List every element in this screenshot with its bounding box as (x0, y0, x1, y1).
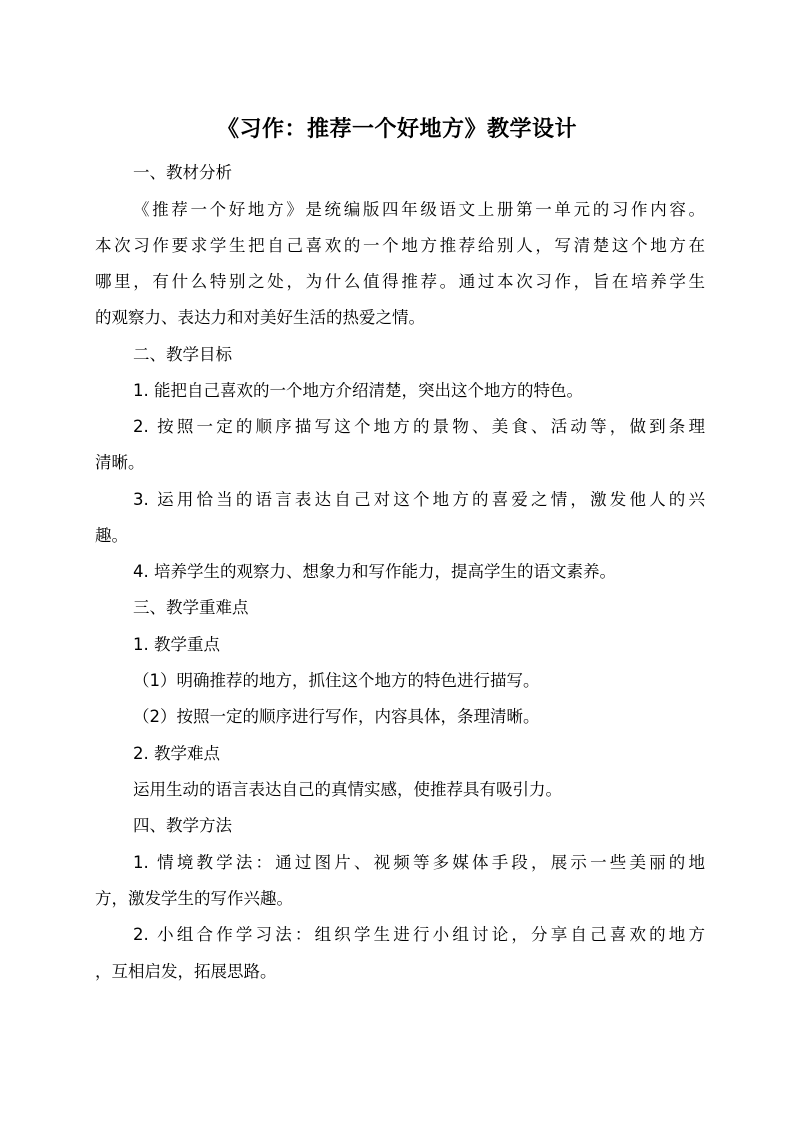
paragraph-line: 本次习作要求学生把自己喜欢的一个地方推荐给别人，写清楚这个地方在 (95, 236, 705, 255)
objective-item: 3. 运用恰当的语言表达自己对这个地方的喜爱之情，激发他人的兴 (133, 490, 705, 509)
paragraph-line: 《推荐一个好地方》是统编版四年级语文上册第一单元的习作内容。 (133, 200, 705, 219)
objective-item: 1. 能把自己喜欢的一个地方介绍清楚，突出这个地方的特色。 (133, 381, 583, 400)
objective-item: 4. 培养学生的观察力、想象力和写作能力，提高学生的语文素养。 (133, 562, 616, 581)
section-heading-methods: 四、教学方法 (133, 816, 232, 835)
objective-item-continuation: 趣。 (95, 526, 128, 545)
method-item-continuation: 方，激发学生的写作兴趣。 (95, 889, 293, 908)
section-heading-key-points: 三、教学重难点 (133, 598, 249, 617)
method-item-continuation: ，互相启发，拓展思路。 (95, 962, 277, 981)
document-title: 《习作：推荐一个好地方》教学设计 (216, 117, 577, 142)
paragraph-line: 的观察力、表达力和对美好生活的热爱之情。 (95, 308, 425, 327)
subsection-heading: 2. 教学难点 (133, 744, 220, 763)
objective-item: 2. 按照一定的顺序描写这个地方的景物、美食、活动等，做到条理 (133, 417, 705, 436)
key-point-item: （1）明确推荐的地方，抓住这个地方的特色进行描写。 (133, 671, 540, 690)
method-item: 1. 情境教学法：通过图片、视频等多媒体手段，展示一些美丽的地 (133, 853, 705, 872)
section-heading-objectives: 二、教学目标 (133, 345, 232, 364)
section-heading-materials: 一、教材分析 (133, 163, 232, 182)
difficulty-item: 运用生动的语言表达自己的真情实感，使推荐具有吸引力。 (133, 780, 562, 799)
objective-item-continuation: 清晰。 (95, 453, 145, 472)
subsection-heading: 1. 教学重点 (133, 635, 220, 654)
paragraph-line: 哪里，有什么特别之处，为什么值得推荐。通过本次习作，旨在培养学生 (95, 272, 705, 291)
key-point-item: （2）按照一定的顺序进行写作，内容具体，条理清晰。 (133, 707, 540, 726)
method-item: 2. 小组合作学习法：组织学生进行小组讨论，分享自己喜欢的地方 (133, 925, 705, 944)
